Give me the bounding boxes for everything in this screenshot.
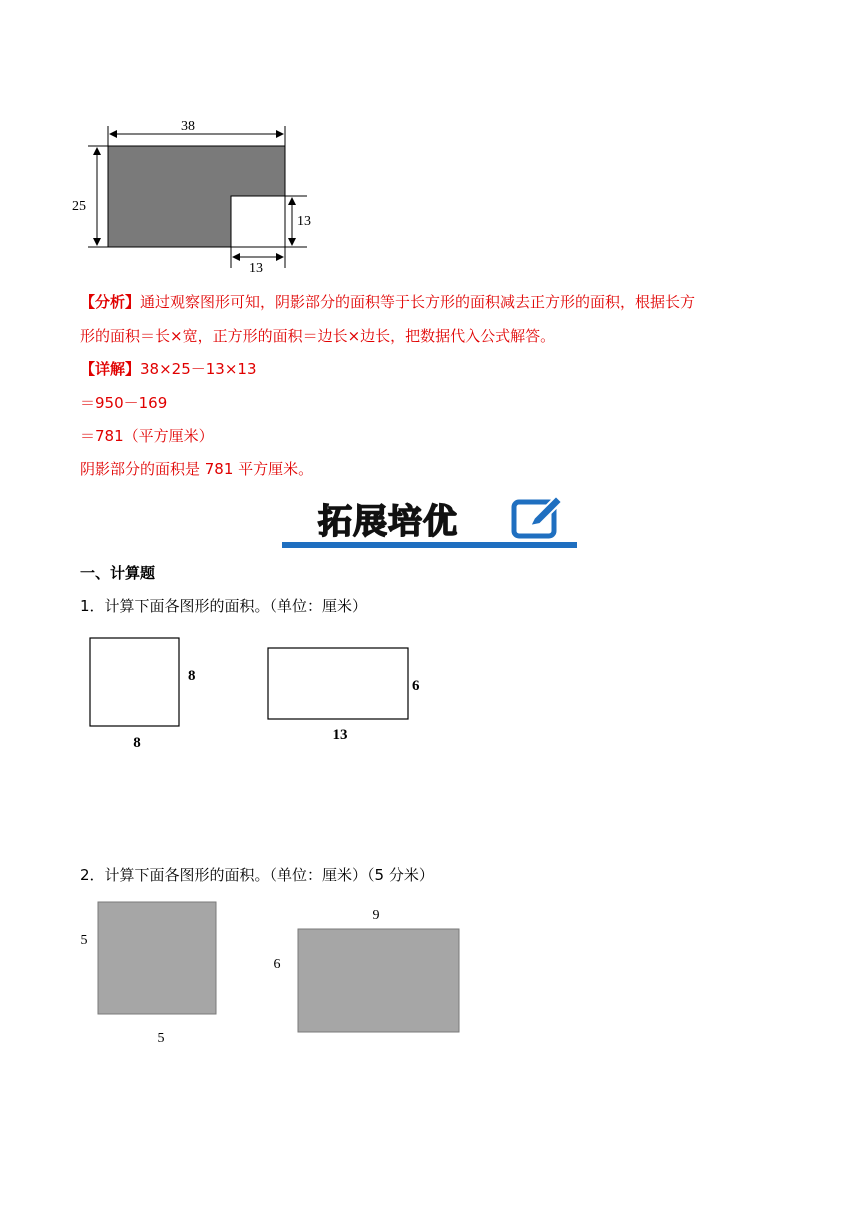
detail-line-1: [80, 358, 257, 380]
shaded-area-figure: [70, 110, 330, 280]
q1-rectangle-figure: [262, 640, 437, 750]
width-label: 38: [181, 119, 195, 134]
q1-square-bottom-label: 8: [133, 735, 141, 751]
edit-icon: [508, 492, 568, 544]
detail-step-3: ＝781（平方厘米）: [80, 427, 214, 445]
q1-square-right-label: 8: [188, 668, 196, 684]
banner-underline: [282, 542, 577, 548]
detail-step-1: 38×25－13×13: [140, 360, 257, 378]
detail-step-2: ＝950－169: [80, 394, 168, 412]
analysis-line-2: 形的面积＝长×宽，正方形的面积＝边长×边长，把数据代入公式解答。: [80, 327, 556, 345]
square-width-label: 13: [249, 261, 263, 276]
q2-square-figure: [74, 897, 224, 1047]
extension-banner: [282, 490, 577, 552]
question-2-text: 2．计算下面各图形的面积。（单位：厘米）（5 分米）: [80, 866, 434, 884]
analysis-text-1: 通过观察图形可知，阴影部分的面积等于长方形的面积减去正方形的面积，根据长方: [140, 293, 696, 311]
q2-rect-top-label: 9: [372, 908, 380, 923]
q2-rectangle-figure: [265, 902, 465, 1037]
question-1-text: 1．计算下面各图形的面积。（单位：厘米）: [80, 597, 368, 615]
height-label: 25: [72, 199, 86, 214]
detail-conclusion: 阴影部分的面积是 781 平方厘米。: [80, 460, 314, 478]
analysis-tag: 【分析】: [80, 293, 141, 311]
banner-title: 拓展培优: [318, 502, 458, 542]
q1-rect-bottom-label: 13: [332, 727, 348, 743]
q2-rect-left-label: 6: [273, 957, 281, 972]
detail-tag: 【详解】: [80, 360, 141, 378]
section-heading: 一、计算题: [80, 564, 156, 582]
q2-square-bottom-label: 5: [157, 1031, 165, 1046]
q1-rect-right-label: 6: [412, 678, 420, 694]
unshaded-square: [231, 196, 285, 247]
square-height-label: 13: [297, 214, 311, 229]
q1-square-figure: [85, 632, 210, 757]
q2-square-left-label: 5: [80, 933, 88, 948]
analysis-line-1: [80, 291, 695, 313]
